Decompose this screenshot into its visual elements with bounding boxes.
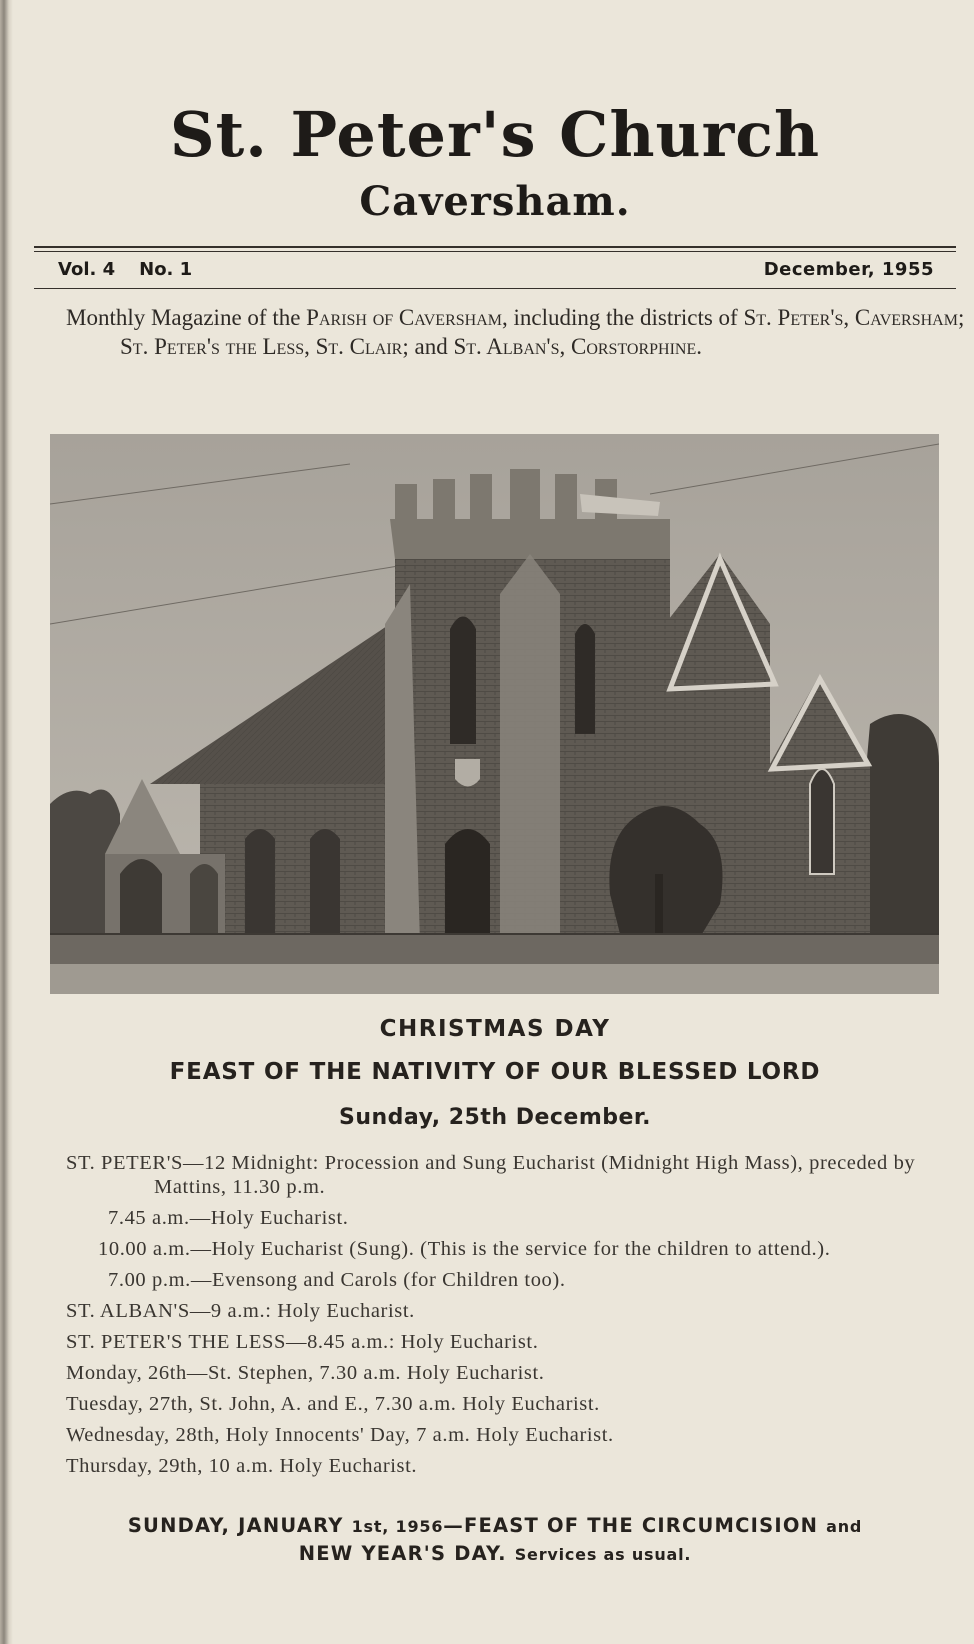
issue-bar	[34, 256, 956, 284]
issue-volume-number	[58, 256, 216, 284]
service-wednesday: Wednesday, 28th, Holy Innocents' Day, 7 a.m. Holy Eucharist.	[66, 1424, 614, 1446]
magazine-page	[34, 0, 965, 1644]
intro-parish: Parish of Caversham	[306, 305, 502, 330]
service-st-peters-1000	[66, 1237, 924, 1261]
issue-volume: Vol. 4	[58, 259, 116, 280]
issue-number: No. 1	[139, 259, 193, 280]
intro-text-2: , including the districts of	[502, 305, 744, 330]
service-thursday: Thursday, 29th, 10 a.m. Holy Eucharist.	[66, 1455, 418, 1477]
service-st-peters-1000-text: 10.00 a.m.—Holy Eucharist (Sung). (This is the service for the children to attend.).	[98, 1238, 831, 1260]
service-st-peters-700: 7.00 p.m.—Evensong and Carols (for Children too).	[108, 1269, 566, 1291]
masthead-rule-inner	[34, 251, 956, 252]
closing-line-1	[66, 1512, 924, 1540]
masthead-title: St. Peter's Church	[169, 98, 821, 171]
closing-and: and	[826, 1517, 863, 1536]
intro-paragraph	[66, 303, 974, 361]
church-illustration	[50, 434, 939, 994]
closing-sunday: SUNDAY, JANUARY	[127, 1514, 352, 1537]
intro-district-st-peters: St. Peter's, Caversham	[743, 305, 958, 330]
heading-feast-nativity: FEAST OF THE NATIVITY OF OUR BLESSED LORD	[169, 1059, 821, 1085]
intro-district-st-peters-less: St. Peter's the Less, St. Clair	[120, 334, 403, 359]
service-st-peters-less: ST. PETER'S THE LESS—8.45 a.m.: Holy Eucharist.	[66, 1331, 539, 1353]
intro-text-1: Monthly Magazine of the	[66, 305, 307, 330]
service-tuesday: Tuesday, 27th, St. John, A. and E., 7.30 a.m. Holy Eucharist.	[66, 1393, 600, 1415]
intro-text-5: .	[696, 334, 703, 359]
service-st-albans: ST. ALBAN'S—9 a.m.: Holy Eucharist.	[66, 1300, 415, 1322]
heading-christmas-day: CHRISTMAS DAY	[379, 1016, 611, 1042]
closing-services-usual: Services as usual.	[514, 1545, 692, 1564]
closing-feast: —FEAST OF THE CIRCUMCISION	[443, 1514, 827, 1537]
service-monday: Monday, 26th—St. Stephen, 7.30 a.m. Holy Eucharist.	[66, 1362, 545, 1384]
intro-text-3: ;	[957, 305, 965, 330]
heading-service-date: Sunday, 25th December.	[339, 1105, 651, 1130]
masthead-rule-top	[34, 246, 956, 248]
issue-date: December, 1955	[763, 259, 934, 280]
service-st-peters-midnight: ST. PETER'S—12 Midnight: Procession and Sung Eucharist (Midnight High Mass), preceded by Mattins, 11.30 p.m.	[66, 1152, 916, 1198]
service-st-peters-745: 7.45 a.m.—Holy Eucharist.	[108, 1207, 349, 1229]
closing-new-year: NEW YEAR'S DAY.	[298, 1542, 507, 1565]
closing-notice	[66, 1512, 924, 1568]
page-edge	[0, 0, 13, 1644]
closing-date: 1st, 1956	[351, 1517, 444, 1536]
intro-text-4: ; and	[402, 334, 454, 359]
closing-line-2	[66, 1540, 924, 1568]
intro-district-st-albans: St. Alban's, Corstorphine	[453, 334, 697, 359]
masthead-subtitle: Caversham.	[359, 178, 631, 225]
issue-rule-bottom	[34, 288, 956, 289]
service-schedule	[66, 1151, 924, 1485]
church-photograph	[50, 434, 939, 994]
